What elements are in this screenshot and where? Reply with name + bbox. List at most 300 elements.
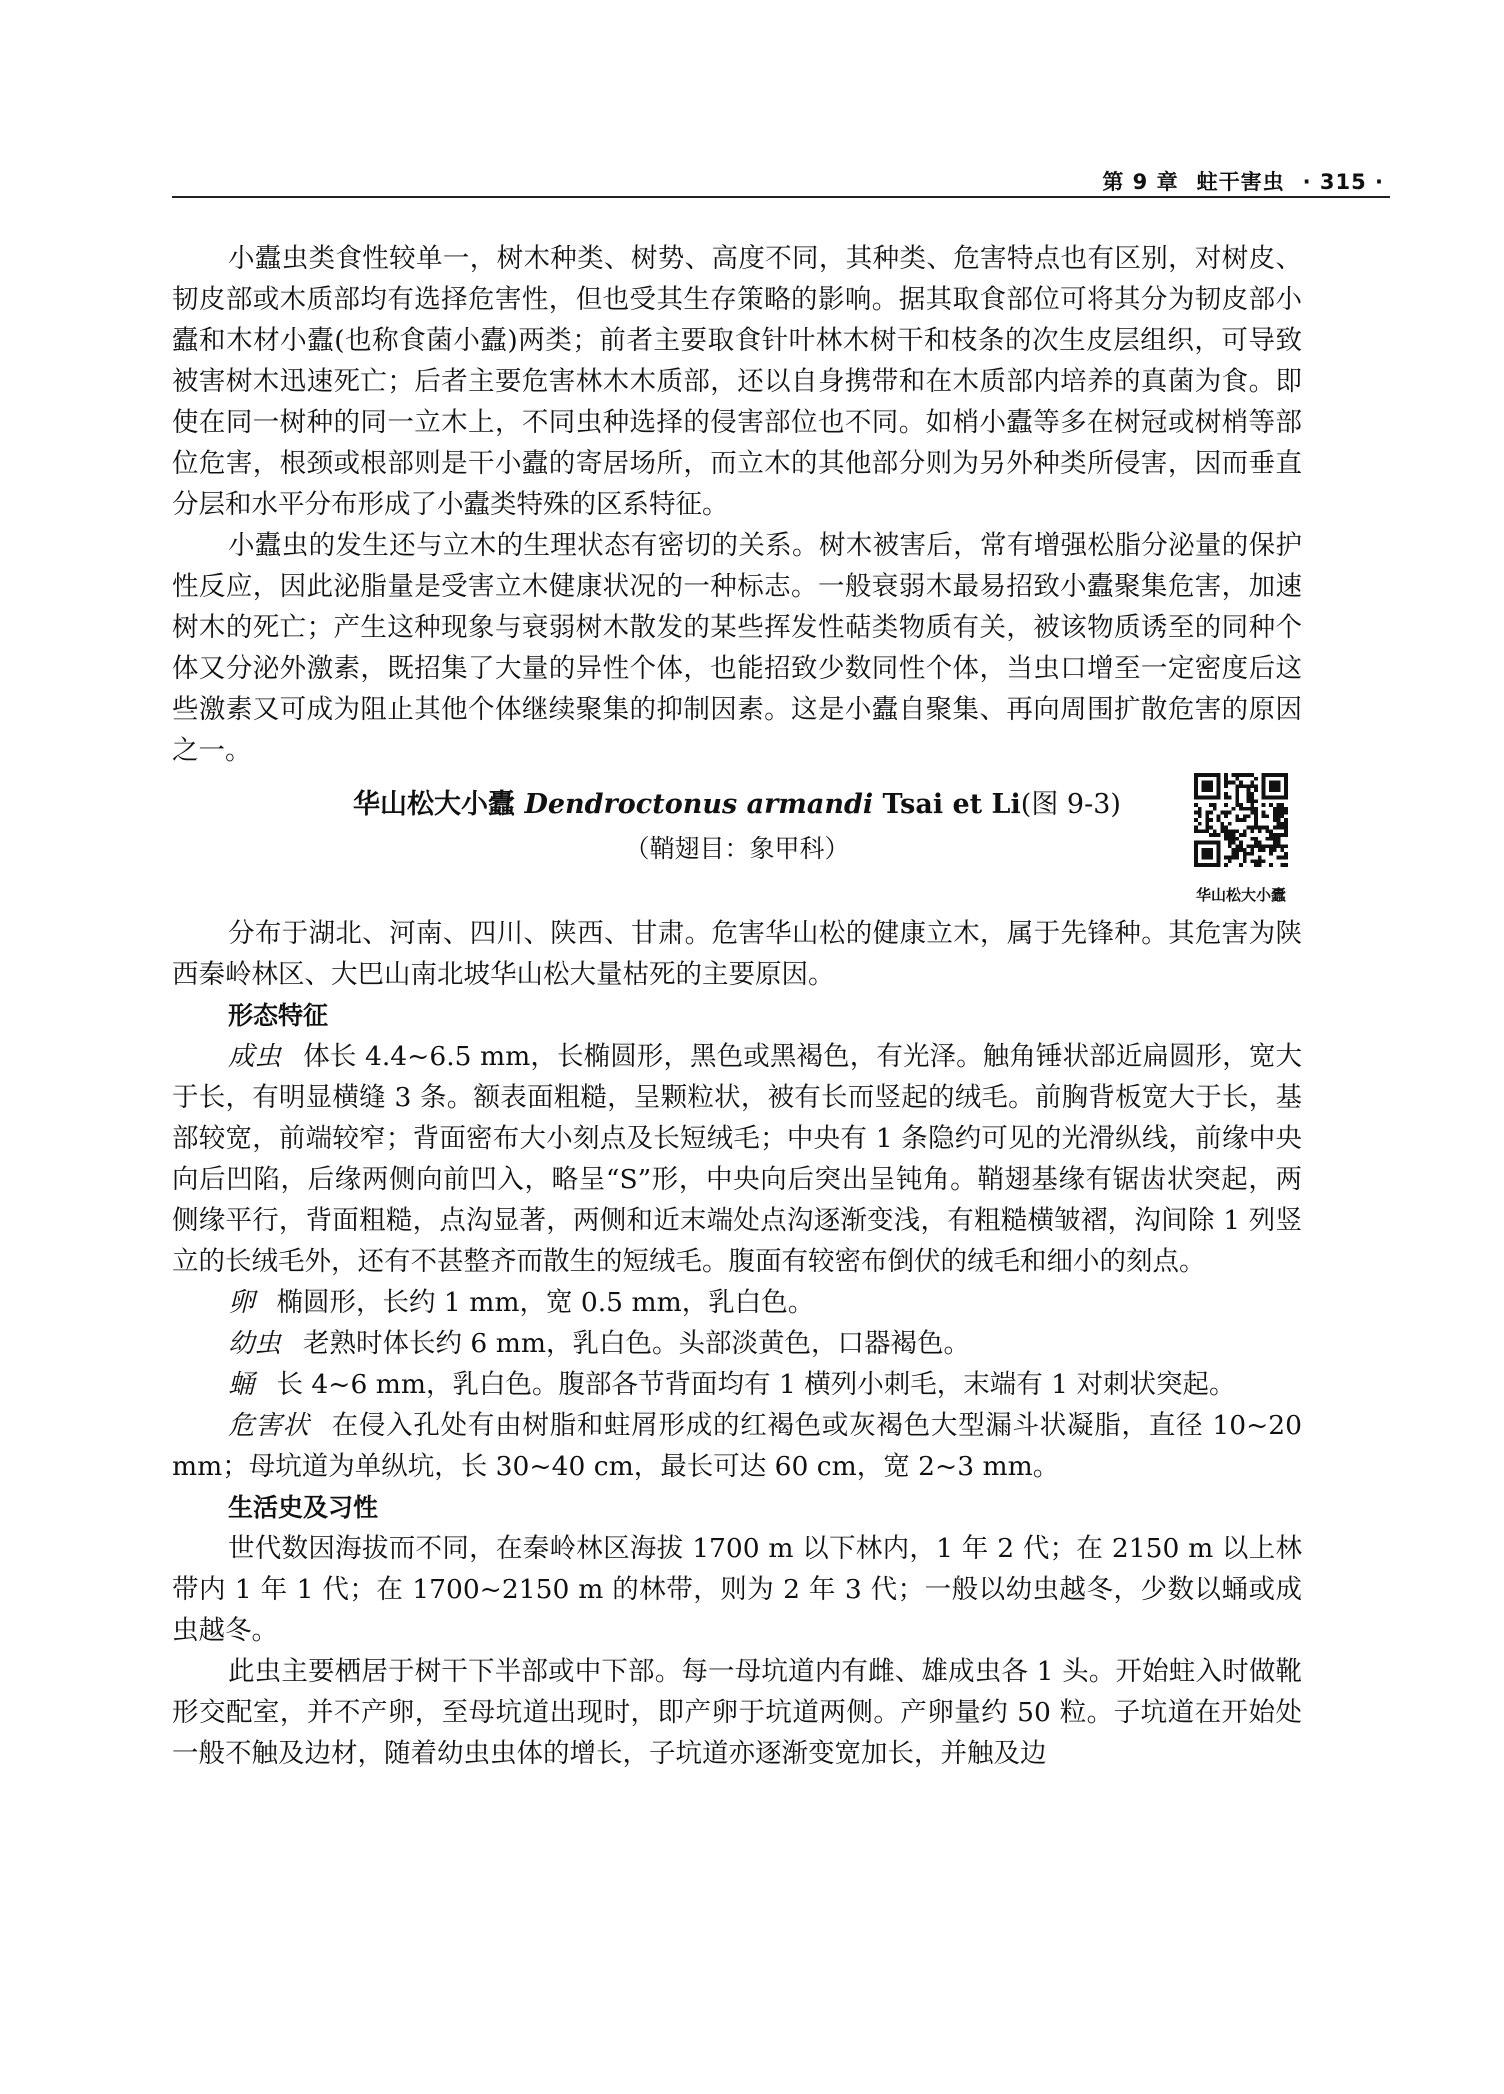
morph-item-damage bbox=[172, 1405, 1302, 1487]
qr-module bbox=[1235, 784, 1239, 788]
qr-module bbox=[1228, 859, 1232, 863]
qr-module bbox=[1235, 788, 1239, 792]
qr-module bbox=[1224, 796, 1228, 800]
morph-text: 老熟时体长约 6 mm，乳白色。头部淡黄色，口器褐色。 bbox=[303, 1328, 970, 1359]
qr-module bbox=[1243, 829, 1247, 833]
qr-module bbox=[1277, 822, 1281, 826]
qr-module bbox=[1250, 784, 1254, 788]
qr-module bbox=[1194, 773, 1198, 777]
qr-module bbox=[1247, 773, 1251, 777]
qr-module bbox=[1239, 818, 1243, 822]
qr-module bbox=[1254, 859, 1258, 863]
biology-paragraph-1: 世代数因海拔而不同，在秦岭林区海拔 1700 m 以下林内，1 年 2 代；在 2150 m 以上林带内 1 年 1 代；在 1700~2150 m 的林带，则为 2 年 3 代；一般以幼虫越冬，少数以蛹或成虫越冬。 bbox=[172, 1533, 1302, 1646]
qr-module bbox=[1280, 807, 1284, 811]
species-classification: （鞘翅目：象甲科） bbox=[624, 834, 850, 863]
qr-module bbox=[1224, 833, 1228, 837]
qr-module bbox=[1243, 773, 1247, 777]
qr-module bbox=[1224, 792, 1228, 796]
qr-module bbox=[1284, 807, 1288, 811]
qr-module bbox=[1205, 773, 1209, 777]
qr-module bbox=[1254, 863, 1258, 867]
qr-module bbox=[1235, 814, 1239, 818]
qr-module bbox=[1213, 803, 1217, 807]
qr-module bbox=[1284, 844, 1288, 848]
qr-module bbox=[1284, 773, 1288, 777]
qr-module bbox=[1235, 803, 1239, 807]
qr-module bbox=[1277, 803, 1281, 807]
qr-module bbox=[1273, 844, 1277, 848]
qr-module bbox=[1273, 811, 1277, 815]
qr-module bbox=[1205, 788, 1209, 792]
qr-module bbox=[1250, 792, 1254, 796]
qr-module bbox=[1194, 818, 1198, 822]
qr-module bbox=[1239, 784, 1243, 788]
qr-module bbox=[1232, 781, 1236, 785]
qr-module bbox=[1235, 799, 1239, 803]
qr-module bbox=[1239, 844, 1243, 848]
qr-module bbox=[1228, 833, 1232, 837]
qr-module bbox=[1228, 829, 1232, 833]
qr-module bbox=[1277, 781, 1281, 785]
qr-module bbox=[1235, 852, 1239, 856]
qr-module bbox=[1262, 844, 1266, 848]
qr-module bbox=[1232, 833, 1236, 837]
qr-module bbox=[1209, 773, 1213, 777]
qr-module bbox=[1269, 844, 1273, 848]
qr-module bbox=[1247, 807, 1251, 811]
qr-module bbox=[1277, 844, 1281, 848]
qr-module bbox=[1269, 848, 1273, 852]
qr-module bbox=[1194, 852, 1198, 856]
qr-module bbox=[1194, 777, 1198, 781]
qr-module bbox=[1254, 837, 1258, 841]
qr-module bbox=[1217, 814, 1221, 818]
qr-module bbox=[1202, 796, 1206, 800]
qr-module bbox=[1269, 852, 1273, 856]
qr-module bbox=[1265, 844, 1269, 848]
qr-module bbox=[1194, 859, 1198, 863]
qr-module bbox=[1280, 826, 1284, 830]
qr-module bbox=[1194, 844, 1198, 848]
qr-module bbox=[1277, 788, 1281, 792]
qr-module bbox=[1194, 841, 1198, 845]
qr-module bbox=[1205, 852, 1209, 856]
qr-module bbox=[1224, 826, 1228, 830]
qr-module bbox=[1239, 807, 1243, 811]
morph-text: 长 4~6 mm，乳白色。腹部各节背面均有 1 横列小刺毛，末端有 1 对刺状突起。 bbox=[276, 1369, 1236, 1400]
qr-module bbox=[1250, 829, 1254, 833]
qr-module bbox=[1277, 807, 1281, 811]
qr-module bbox=[1254, 799, 1258, 803]
qr-module bbox=[1258, 856, 1262, 860]
qr-module bbox=[1239, 841, 1243, 845]
qr-module bbox=[1209, 781, 1213, 785]
qr-module bbox=[1243, 833, 1247, 837]
qr-module bbox=[1224, 856, 1228, 860]
qr-module bbox=[1205, 863, 1209, 867]
qr-module bbox=[1217, 777, 1221, 781]
qr-module bbox=[1254, 844, 1258, 848]
qr-module bbox=[1235, 844, 1239, 848]
page-body bbox=[172, 238, 1302, 1774]
qr-module bbox=[1209, 826, 1213, 830]
qr-module bbox=[1217, 781, 1221, 785]
qr-module bbox=[1269, 863, 1273, 867]
qr-module bbox=[1213, 841, 1217, 845]
qr-module bbox=[1262, 859, 1266, 863]
qr-module bbox=[1262, 811, 1266, 815]
qr-module bbox=[1243, 859, 1247, 863]
qr-module bbox=[1258, 848, 1262, 852]
qr-module bbox=[1235, 848, 1239, 852]
qr-module bbox=[1284, 829, 1288, 833]
qr-module bbox=[1254, 826, 1258, 830]
qr-module bbox=[1254, 841, 1258, 845]
qr-module bbox=[1280, 856, 1284, 860]
qr-module bbox=[1254, 807, 1258, 811]
qr-module bbox=[1217, 848, 1221, 852]
morph-term: 蛹 bbox=[228, 1369, 255, 1400]
qr-module bbox=[1254, 811, 1258, 815]
qr-module bbox=[1262, 792, 1266, 796]
qr-module bbox=[1232, 852, 1236, 856]
qr-module bbox=[1269, 784, 1273, 788]
qr-module bbox=[1243, 852, 1247, 856]
qr-module bbox=[1217, 784, 1221, 788]
qr-module bbox=[1250, 859, 1254, 863]
qr-module bbox=[1250, 852, 1254, 856]
qr-module bbox=[1273, 773, 1277, 777]
morph-text: 椭圆形，长约 1 mm，宽 0.5 mm，乳白色。 bbox=[276, 1287, 815, 1318]
qr-module bbox=[1209, 818, 1213, 822]
qr-module bbox=[1243, 848, 1247, 852]
qr-module bbox=[1202, 856, 1206, 860]
morph-item-larva bbox=[172, 1323, 1302, 1364]
qr-module bbox=[1284, 833, 1288, 837]
qr-module bbox=[1265, 796, 1269, 800]
qr-module bbox=[1232, 848, 1236, 852]
qr-module bbox=[1239, 848, 1243, 852]
qr-module bbox=[1202, 829, 1206, 833]
qr-module bbox=[1277, 784, 1281, 788]
qr-module bbox=[1209, 852, 1213, 856]
qr-module bbox=[1194, 856, 1198, 860]
qr-module bbox=[1224, 773, 1228, 777]
qr-module bbox=[1280, 773, 1284, 777]
morph-item-adult bbox=[172, 1036, 1302, 1282]
qr-module bbox=[1217, 844, 1221, 848]
qr-module bbox=[1269, 781, 1273, 785]
qr-module bbox=[1194, 863, 1198, 867]
qr-module bbox=[1273, 818, 1277, 822]
qr-module bbox=[1235, 856, 1239, 860]
qr-module bbox=[1258, 841, 1262, 845]
qr-module bbox=[1235, 792, 1239, 796]
qr-module bbox=[1250, 844, 1254, 848]
qr-module bbox=[1202, 781, 1206, 785]
qr-module bbox=[1250, 773, 1254, 777]
qr-module bbox=[1280, 803, 1284, 807]
qr-module bbox=[1277, 796, 1281, 800]
qr-module bbox=[1205, 784, 1209, 788]
morph-term: 卵 bbox=[228, 1287, 255, 1318]
qr-module bbox=[1224, 829, 1228, 833]
qr-module bbox=[1243, 818, 1247, 822]
qr-module bbox=[1284, 818, 1288, 822]
qr-module bbox=[1284, 852, 1288, 856]
qr-module bbox=[1202, 773, 1206, 777]
qr-module bbox=[1224, 777, 1228, 781]
qr-module bbox=[1213, 796, 1217, 800]
qr-module bbox=[1205, 781, 1209, 785]
qr-module bbox=[1198, 811, 1202, 815]
qr-module bbox=[1205, 796, 1209, 800]
qr-module bbox=[1254, 822, 1258, 826]
qr-module bbox=[1280, 833, 1284, 837]
qr-module bbox=[1280, 811, 1284, 815]
qr-module bbox=[1205, 818, 1209, 822]
qr-module bbox=[1213, 863, 1217, 867]
qr-module bbox=[1202, 863, 1206, 867]
qr-module bbox=[1228, 822, 1232, 826]
qr-module bbox=[1273, 837, 1277, 841]
qr-module bbox=[1262, 848, 1266, 852]
figure-reference: (图 9-3) bbox=[1020, 789, 1121, 820]
qr-module bbox=[1243, 784, 1247, 788]
qr-module bbox=[1198, 814, 1202, 818]
qr-module bbox=[1202, 841, 1206, 845]
qr-module bbox=[1269, 803, 1273, 807]
qr-module bbox=[1273, 841, 1277, 845]
qr-module bbox=[1205, 822, 1209, 826]
qr-module bbox=[1254, 788, 1258, 792]
qr-module bbox=[1250, 807, 1254, 811]
qr-module bbox=[1280, 822, 1284, 826]
qr-module bbox=[1277, 841, 1281, 845]
qr-module bbox=[1220, 826, 1224, 830]
qr-module bbox=[1217, 859, 1221, 863]
qr-module bbox=[1217, 863, 1221, 867]
qr-module bbox=[1280, 844, 1284, 848]
qr-module bbox=[1265, 826, 1269, 830]
qr-module bbox=[1265, 837, 1269, 841]
qr-module bbox=[1265, 773, 1269, 777]
species-cn-name: 华山松大小蠹 bbox=[353, 789, 516, 820]
qr-module bbox=[1202, 784, 1206, 788]
qr-module bbox=[1202, 788, 1206, 792]
qr-module bbox=[1254, 777, 1258, 781]
qr-module bbox=[1224, 814, 1228, 818]
species-authors: Tsai et Li bbox=[882, 789, 1021, 820]
qr-module bbox=[1262, 784, 1266, 788]
qr-module bbox=[1194, 796, 1198, 800]
qr-module bbox=[1194, 829, 1198, 833]
qr-module bbox=[1205, 848, 1209, 852]
qr-module bbox=[1247, 844, 1251, 848]
qr-module bbox=[1247, 788, 1251, 792]
running-header bbox=[172, 162, 1390, 198]
qr-module bbox=[1243, 807, 1247, 811]
species-latin-name: Dendroctonus armandi bbox=[524, 789, 874, 820]
qr-module bbox=[1194, 803, 1198, 807]
qr-module bbox=[1232, 841, 1236, 845]
distribution-paragraph: 分布于湖北、河南、四川、陕西、甘肃。危害华山松的健康立木，属于先锋种。其危害为陕西秦岭林区、大巴山南北坡华山松大量枯死的主要原因。 bbox=[172, 918, 1302, 990]
qr-module bbox=[1224, 784, 1228, 788]
qr-module bbox=[1209, 841, 1213, 845]
qr-module bbox=[1220, 829, 1224, 833]
biology-paragraph-2: 此虫主要栖居于树干下半部或中下部。每一母坑道内有雌、雄成虫各 1 头。开始蛀入时做靴形交配室，并不产卵，至母坑道出现时，即产卵于坑道两侧。产卵量约 50 粒。子坑道在开始处一般不触及边材，随着幼虫虫体的增长，子坑道亦逐渐变宽加长，并触及边 bbox=[172, 1656, 1302, 1769]
morph-item-pupa bbox=[172, 1364, 1302, 1405]
qr-module bbox=[1269, 829, 1273, 833]
qr-module bbox=[1239, 863, 1243, 867]
qr-module bbox=[1284, 826, 1288, 830]
qr-module bbox=[1198, 773, 1202, 777]
qr-module bbox=[1284, 822, 1288, 826]
qr-module bbox=[1284, 781, 1288, 785]
qr-module bbox=[1254, 814, 1258, 818]
qr-module bbox=[1198, 841, 1202, 845]
qr-module bbox=[1217, 833, 1221, 837]
qr-module bbox=[1239, 833, 1243, 837]
qr-module bbox=[1194, 781, 1198, 785]
qr-module bbox=[1232, 829, 1236, 833]
chapter-number: 第 9 章 bbox=[1102, 170, 1179, 194]
qr-module bbox=[1284, 811, 1288, 815]
qr-module bbox=[1194, 811, 1198, 815]
qr-module bbox=[1235, 777, 1239, 781]
qr-module bbox=[1217, 788, 1221, 792]
qr-module bbox=[1273, 826, 1277, 830]
qr-module bbox=[1247, 814, 1251, 818]
qr-module bbox=[1273, 788, 1277, 792]
qr-module bbox=[1228, 781, 1232, 785]
qr-module bbox=[1258, 826, 1262, 830]
qr-module bbox=[1284, 796, 1288, 800]
qr-module bbox=[1277, 773, 1281, 777]
qr-module bbox=[1258, 859, 1262, 863]
qr-module bbox=[1228, 844, 1232, 848]
qr-module bbox=[1239, 803, 1243, 807]
qr-module bbox=[1269, 773, 1273, 777]
qr-module bbox=[1217, 796, 1221, 800]
qr-module bbox=[1269, 837, 1273, 841]
qr-module bbox=[1198, 796, 1202, 800]
morph-term: 成虫 bbox=[228, 1041, 282, 1072]
morph-term: 危害状 bbox=[228, 1410, 310, 1441]
qr-module bbox=[1235, 837, 1239, 841]
qr-code-block[interactable] bbox=[1194, 773, 1288, 916]
qr-module bbox=[1284, 856, 1288, 860]
qr-module bbox=[1235, 829, 1239, 833]
morph-text: 在侵入孔处有由树脂和蛀屑形成的红褐色或灰褐色大型漏斗状凝脂，直径 10~20 mm；母坑道为单纵坑，长 30~40 cm，最长可达 60 cm，宽 2~3 mm。 bbox=[172, 1410, 1302, 1482]
qr-module bbox=[1269, 796, 1273, 800]
qr-module bbox=[1228, 796, 1232, 800]
qr-module bbox=[1262, 788, 1266, 792]
qr-module bbox=[1284, 788, 1288, 792]
qr-module bbox=[1280, 863, 1284, 867]
qr-module bbox=[1202, 852, 1206, 856]
qr-module bbox=[1284, 784, 1288, 788]
qr-module bbox=[1194, 788, 1198, 792]
qr-module bbox=[1232, 856, 1236, 860]
qr-module bbox=[1198, 822, 1202, 826]
qr-module bbox=[1217, 818, 1221, 822]
qr-module bbox=[1235, 773, 1239, 777]
qr-module bbox=[1277, 837, 1281, 841]
qr-module bbox=[1228, 811, 1232, 815]
qr-module bbox=[1250, 803, 1254, 807]
qr-module bbox=[1205, 811, 1209, 815]
qr-module bbox=[1243, 814, 1247, 818]
qr-module bbox=[1269, 788, 1273, 792]
qr-module bbox=[1205, 841, 1209, 845]
qr-module bbox=[1250, 811, 1254, 815]
qr-module bbox=[1224, 811, 1228, 815]
qr-module bbox=[1205, 814, 1209, 818]
qr-module bbox=[1277, 856, 1281, 860]
qr-module bbox=[1194, 784, 1198, 788]
qr-module bbox=[1273, 848, 1277, 852]
qr-module bbox=[1280, 814, 1284, 818]
qr-module bbox=[1277, 814, 1281, 818]
qr-module bbox=[1209, 811, 1213, 815]
morph-item-egg bbox=[172, 1282, 1302, 1323]
qr-module bbox=[1250, 837, 1254, 841]
morph-term: 幼虫 bbox=[228, 1328, 281, 1359]
qr-module bbox=[1280, 796, 1284, 800]
qr-module bbox=[1224, 803, 1228, 807]
qr-module bbox=[1273, 796, 1277, 800]
qr-module bbox=[1262, 814, 1266, 818]
qr-module bbox=[1265, 829, 1269, 833]
species-heading-block bbox=[172, 785, 1302, 913]
qr-module bbox=[1284, 792, 1288, 796]
qr-module bbox=[1262, 777, 1266, 781]
qr-module bbox=[1258, 863, 1262, 867]
qr-module bbox=[1228, 837, 1232, 841]
qr-module bbox=[1194, 826, 1198, 830]
species-title bbox=[172, 785, 1302, 825]
qr-module bbox=[1224, 837, 1228, 841]
qr-module bbox=[1265, 814, 1269, 818]
page-number: · 315 · bbox=[1302, 170, 1384, 194]
qr-module bbox=[1209, 788, 1213, 792]
qr-module bbox=[1235, 818, 1239, 822]
qr-module bbox=[1247, 792, 1251, 796]
qr-module bbox=[1232, 807, 1236, 811]
qr-module bbox=[1232, 837, 1236, 841]
qr-module bbox=[1258, 844, 1262, 848]
qr-module bbox=[1209, 796, 1213, 800]
qr-module bbox=[1250, 781, 1254, 785]
qr-module bbox=[1213, 833, 1217, 837]
qr-module bbox=[1247, 796, 1251, 800]
qr-module bbox=[1202, 848, 1206, 852]
qr-module bbox=[1273, 784, 1277, 788]
qr-module bbox=[1250, 848, 1254, 852]
qr-module bbox=[1250, 826, 1254, 830]
qr-module bbox=[1198, 807, 1202, 811]
qr-module bbox=[1213, 773, 1217, 777]
qr-module bbox=[1254, 818, 1258, 822]
qr-module bbox=[1205, 856, 1209, 860]
qr-module bbox=[1217, 773, 1221, 777]
qr-module bbox=[1209, 848, 1213, 852]
qr-code-icon[interactable] bbox=[1194, 773, 1288, 867]
qr-module bbox=[1262, 781, 1266, 785]
qr-module bbox=[1198, 863, 1202, 867]
intro-paragraph-2: 小蠹虫的发生还与立木的生理状态有密切的关系。树木被害后，常有增强松脂分泌量的保护性反应，因此泌脂量是受害立木健康状况的一种标志。一般衰弱木最易招致小蠹聚集危害，加速树木的死亡；产生这种现象与衰弱树木散发的某些挥发性萜类物质有关，被该物质诱至的同种个体又分泌外激素，既招集了大量的异性个体，也能招致少数同性个体，当虫口增至一定密度后这些激素又可成为阻止其他个体继续聚集的抑制因素。这是小蠹自聚集、再向周围扩散危害的原因之一。 bbox=[172, 530, 1302, 766]
